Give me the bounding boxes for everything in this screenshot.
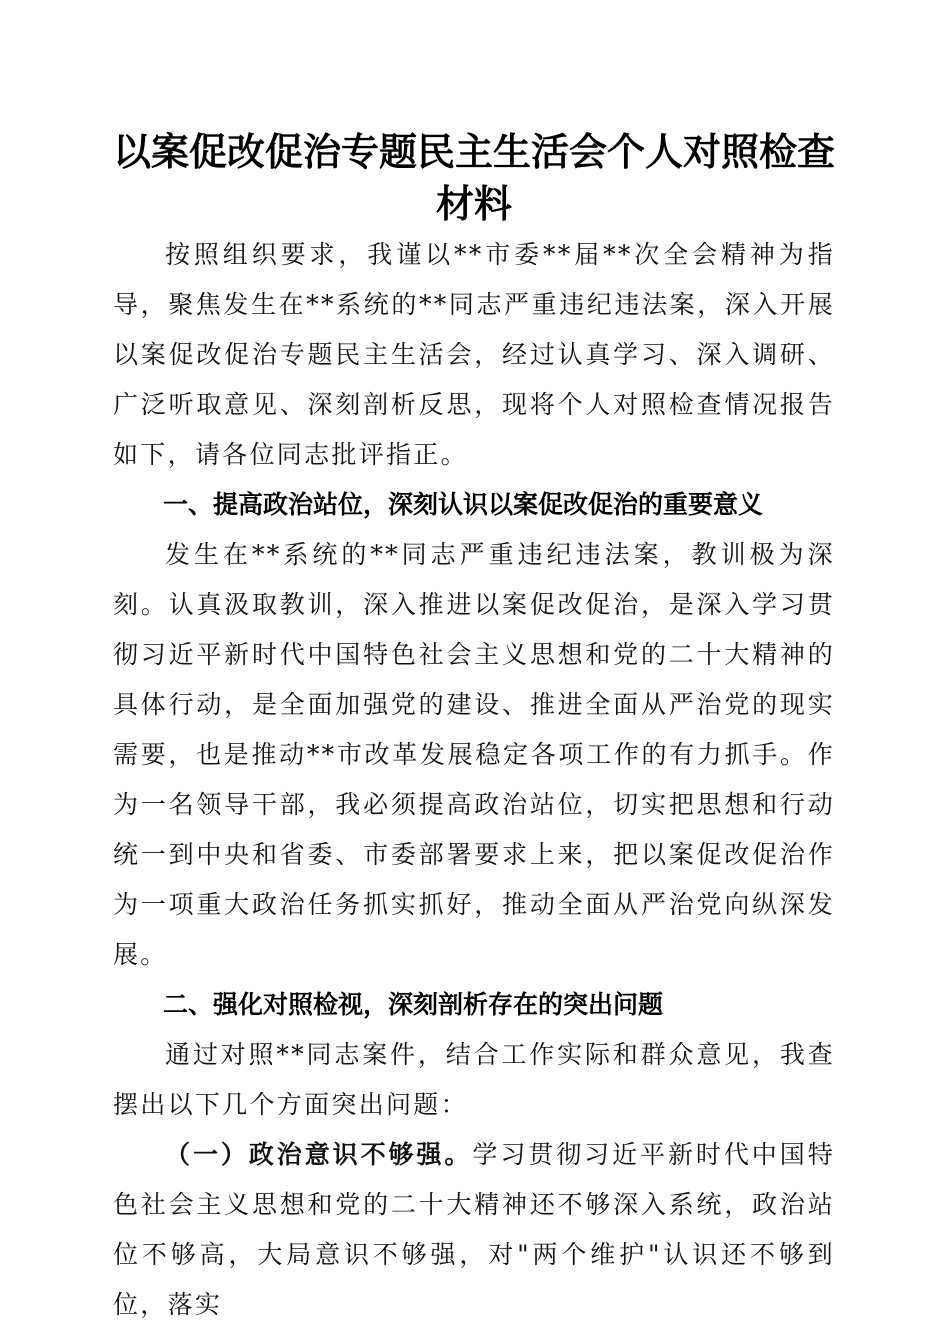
section-heading-2: 二、强化对照检视，深刻剖析存在的突出问题 xyxy=(163,990,664,1019)
paragraph-item-1-lead: （一）政治意识不够强。 xyxy=(165,1140,473,1169)
paragraph-section-2-intro: 通过对照**同志案件，结合工作实际和群众意见，我查摆出以下几个方面突出问题： xyxy=(113,1040,835,1119)
paragraph-intro: 按照组织要求，我谨以**市委**届**次全会精神为指导，聚焦发生在**系统的**同志严重违纪违法案，深入开展以案促改促治专题民主生活会，经过认真学习、深入调研、广泛听取意见、深刻剖析反思，现将个人对照检查情况报告如下，请各位同志批评指正。 xyxy=(113,240,835,469)
document-content xyxy=(113,0,835,1330)
paragraph-item-1-body: 学习贯彻习近平新时代中国特色社会主义思想和党的二十大精神还不够深入系统，政治站位不够高，大局意识不够强，对"两个维护"认识还不够到位，落实 xyxy=(113,1140,835,1319)
paragraph-section-1-body: 发生在**系统的**同志严重违纪违法案，教训极为深刻。认真汲取教训，深入推进以案促改促治，是深入学习贯彻习近平新时代中国特色社会主义思想和党的二十大精神的具体行动，是全面加强党的建设、推进全面从严治党的现实需要，也是推动**市改革发展稳定各项工作的有力抓手。作为一名领导干部，我必须提高政治站位，切实把思想和行动统一到中央和省委、市委部署要求上来，把以案促改促治作为一项重大政治任务抓实抓好，推动全面从严治党向纵深发展。 xyxy=(113,540,835,969)
paragraph-item-1 xyxy=(113,1130,835,1330)
page-title: 以案促改促治专题民主生活会个人对照检查材料 xyxy=(113,129,836,226)
section-heading-1: 一、提高政治站位，深刻认识以案促改促治的重要意义 xyxy=(163,490,764,519)
